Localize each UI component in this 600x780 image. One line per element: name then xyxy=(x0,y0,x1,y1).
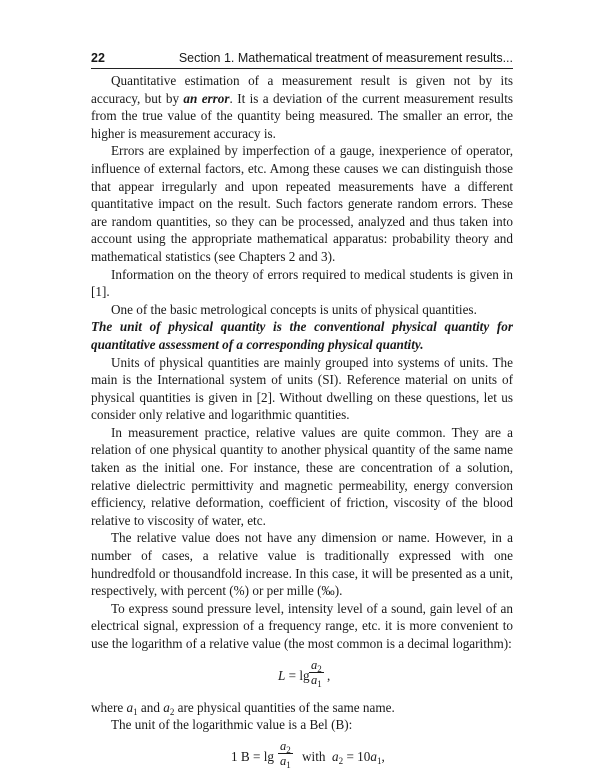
section-title: Section 1. Mathematical treatment of measurement results... xyxy=(178,51,513,65)
paragraph-error-causes: Errors are explained by imperfection of a gauge, inexperience of operator, influence of external factors, etc. Among these causes we can distinguish those that appear irregularly and upon repeated measurements have a different quantitative impact on the result. Such factors generate random errors. These are random quantities, so they can be processed, analyzed and thus taken into account using the appropriate mathematical apparatus: probability theory and mathematical statistics (see Chapters 2 and 3). xyxy=(91,143,513,264)
formula-bel-definition: 1 B = lg $\frac{a_2}{a_1}$ with $a_2 = 10a_1$, xyxy=(231,738,385,770)
paragraph-unit-definition: The unit of physical quantity is the conventional physical quantity for quantitative assessment of a corresponding physical quantity. xyxy=(91,319,513,352)
paragraph-relative-values: In measurement practice, relative values are quite common. They are a relation of one physical quantity to another physical quantity of the same name taken as the initial one. For instance, these are concentration of a solution, relative dielectric permittivity and magnetic permeability, energy conversion efficiency, relative deformation, coefficient of friction, viscosity of the blood relative to viscosity of water, etc. xyxy=(91,424,513,528)
body-text xyxy=(91,72,513,780)
paragraph-bel-unit: The unit of the logarithmic value is a Bel (B): xyxy=(111,717,353,733)
emphasis-term: an error xyxy=(183,90,230,106)
fraction: $\frac{a_2}{a_1}$ xyxy=(311,657,322,689)
formula-log-level: L = lg $\frac{a_2}{a_1}$ , xyxy=(278,657,331,689)
paragraph-dimensionless: The relative value does not have any dimension or name. However, in a number of cases, a relative value is traditionally expressed with one hundredfold or thousandfold increase. In this case, it will be presented as a unit, respectively, with percent (%) or per mille (‰). xyxy=(91,530,513,599)
paragraph-error-definition: Quantitative estimation of a measurement result is given not by its accuracy, but by an error. It is a deviation of the current measurement results from the true value of the quantity being measured. The smaller an error, the higher is measurement accuracy is. xyxy=(91,73,514,141)
paragraph-units-intro: One of the basic metrological concepts is units of physical quantities. xyxy=(111,301,477,317)
paragraph-logarithm-use: To express sound pressure level, intensity level of a sound, gain level of an electrical signal, expression of a frequency range, etc. it is more convenient to use the logarithm of a relative value (the most common is a decimal logarithm): xyxy=(91,600,513,651)
header-rule xyxy=(91,68,513,69)
page-number: 22 xyxy=(91,51,105,65)
paragraph-theory-reference: Information on the theory of errors required to medical students is given in [1]. xyxy=(91,266,513,300)
fraction: $\frac{a_2}{a_1}$ xyxy=(280,738,291,770)
running-header xyxy=(91,51,513,67)
paragraph-where: where $a_1$ and $a_2$ are physical quantities of the same name. xyxy=(91,699,395,717)
paragraph-unit-systems: Units of physical quantities are mainly grouped into systems of units. The main is the International system of units (SI). Reference material on units of physical quantities is given in [2]. Without dwelling on these questions, let us consider only relative and logarithmic quantities. xyxy=(91,354,513,423)
